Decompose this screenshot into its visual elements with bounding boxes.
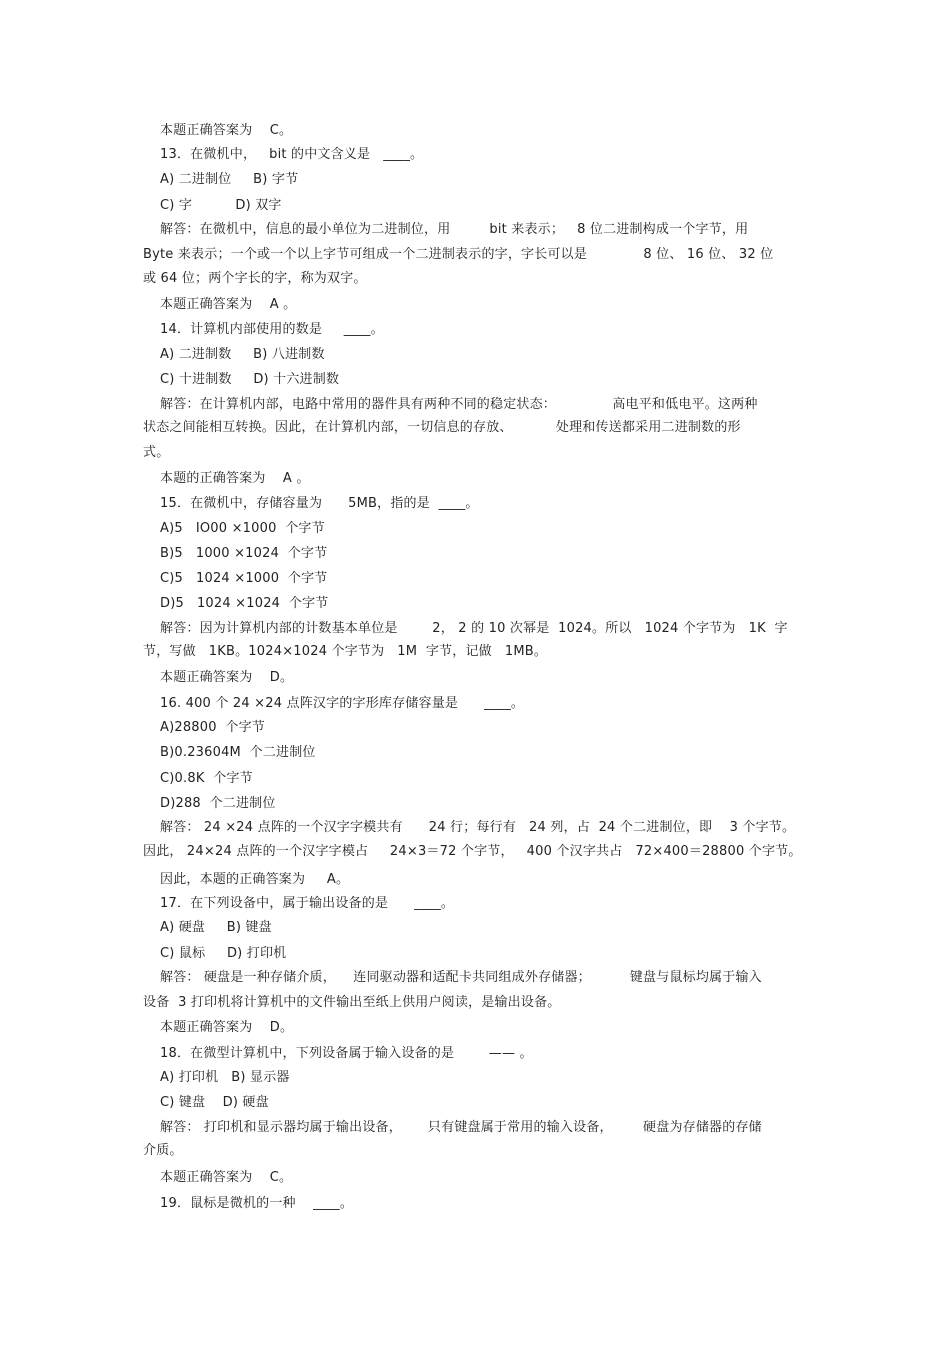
option-line: A) 硬盘 B) 键盘: [160, 920, 272, 935]
option-line: A)28800 个字节: [160, 720, 265, 735]
question-18: 18．在微型计算机中，下列设备属于输入设备的是 —— 。: [160, 1046, 533, 1061]
explanation-line: 设备 3 打印机将计算机中的文件输出至纸上供用户阅读，是输出设备。: [143, 995, 561, 1010]
text-line: 本题正确答案为 C。: [160, 123, 293, 138]
option-line: D)288 个二进制位: [160, 796, 276, 811]
answer-line: 本题正确答案为 D。: [160, 670, 294, 685]
question-14: 14．计算机内部使用的数是 ____。: [160, 322, 384, 337]
option-line: C)0.8K 个字节: [160, 771, 253, 786]
answer-line: 本题正确答案为 A 。: [160, 297, 297, 312]
answer-line: 本题的正确答案为 A 。: [160, 471, 310, 486]
explanation-line: Byte 来表示；一个或一个以上字节可组成一个二进制表示的字，字长可以是 8 位、 16 位、 32 位: [143, 247, 774, 262]
option-line: B)0.23604M 个二进制位: [160, 745, 316, 760]
explanation-line: 解答： 打印机和显示器均属于输出设备， 只有键盘属于常用的输入设备， 硬盘为存储器的存储: [160, 1120, 762, 1135]
option-line: A) 二进制数 B) 八进制数: [160, 347, 325, 362]
option-line: C) 键盘 D) 硬盘: [160, 1095, 269, 1110]
question-17: 17．在下列设备中，属于输出设备的是 ____。: [160, 896, 455, 911]
option-line: A) 二进制位 B) 字节: [160, 172, 299, 187]
question-13: 13．在微机中， bit 的中文含义是 ____。: [160, 147, 424, 162]
explanation-line: 解答： 24 ×24 点阵的一个汉字字模共有 24 行；每行有 24 列，占 24 个二进制位，即 3 个字节。: [160, 820, 796, 835]
explanation-line: 式。: [143, 445, 170, 460]
answer-line: 因此，本题的正确答案为 A。: [160, 872, 350, 887]
option-line: D)5 1024 ×1024 个字节: [160, 596, 329, 611]
question-16: 16. 400 个 24 ×24 点阵汉字的字形库存储容量是 ____。: [160, 696, 525, 711]
option-line: A) 打印机 B) 显示器: [160, 1070, 290, 1085]
question-15: 15．在微机中，存储容量为 5MB，指的是 ____。: [160, 496, 479, 511]
explanation-line: 或 64 位；两个字长的字，称为双字。: [143, 271, 367, 286]
explanation-line: 因此， 24×24 点阵的一个汉字字模占 24×3＝72 个字节， 400 个汉字共占 72×400＝28800 个字节。: [143, 844, 802, 859]
option-line: B)5 1000 ×1024 个字节: [160, 546, 328, 561]
explanation-line: 介质。: [143, 1143, 183, 1158]
option-line: C)5 1024 ×1000 个字节: [160, 571, 328, 586]
explanation-line: 节，写做 1KB。1024×1024 个字节为 1M 字节，记做 1MB。: [143, 644, 548, 659]
option-line: A)5 IO00 ×1000 个字节: [160, 521, 325, 536]
explanation-line: 解答： 硬盘是一种存储介质， 连同驱动器和适配卡共同组成外存储器； 键盘与鼠标均属于输入: [160, 970, 762, 985]
explanation-line: 状态之间能相互转换。因此，在计算机内部，一切信息的存放、 处理和传送都采用二进制数的形: [143, 420, 741, 435]
answer-line: 本题正确答案为 D。: [160, 1020, 294, 1035]
explanation-line: 解答：在计算机内部，电路中常用的器件具有两种不同的稳定状态： 高电平和低电平。这两种: [160, 397, 758, 412]
option-line: C) 鼠标 D) 打印机: [160, 946, 287, 961]
explanation-line: 解答：因为计算机内部的计数基本单位是 2， 2 的 10 次幂是 1024。所以 1024 个字节为 1K 字: [160, 621, 788, 636]
answer-line: 本题正确答案为 C。: [160, 1170, 293, 1185]
explanation-line: 解答：在微机中，信息的最小单位为二进制位，用 bit 来表示； 8 位二进制构成一个字节，用: [160, 222, 749, 237]
question-19: 19．鼠标是微机的一种 ____。: [160, 1196, 354, 1211]
option-line: C) 字 D) 双字: [160, 198, 282, 213]
option-line: C) 十进制数 D) 十六进制数: [160, 372, 340, 387]
